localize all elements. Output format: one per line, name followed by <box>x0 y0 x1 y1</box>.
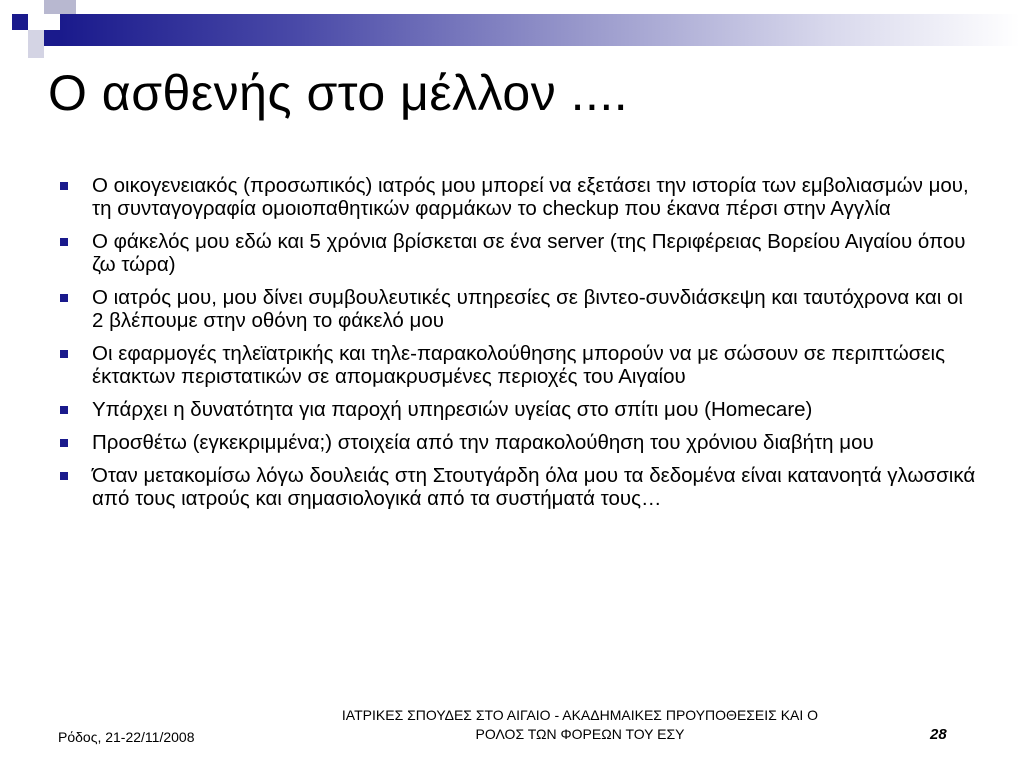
decor-square-light-1 <box>28 30 44 46</box>
square-bullet-icon <box>60 350 68 358</box>
footer-event-title-line1: ΙΑΤΡΙΚΕΣ ΣΠΟΥΔΕΣ ΣΤΟ ΑΙΓΑΙΟ - ΑΚΑΔΗΜΑΙΚΕΣ ΠΡΟΥΠΟΘΕΣΕΙΣ ΚΑΙ Ο <box>341 707 819 723</box>
decor-square-navy-2 <box>44 30 60 46</box>
square-bullet-icon <box>60 439 68 447</box>
footer-event-title <box>270 706 890 744</box>
bullet-text: Ο φάκελός μου εδώ και 5 χρόνια βρίσκεται σε ένα server (της Περιφέρειας Βορείου Αιγαίου όπου ζω τώρα) <box>92 230 966 276</box>
bullet-list <box>60 174 980 520</box>
decor-square-navy-1 <box>12 14 28 30</box>
bullet-text: Ο οικογενειακός (προσωπικός) ιατρός μου μπορεί να εξετάσει την ιστορία των εμβολιασμών μου, τη συνταγογραφία ομοιοπαθητικών φαρμάκων το checkup που έκανα πέρσι στην Αγγλία <box>92 174 969 220</box>
header-gradient-band <box>60 14 1020 46</box>
page-number: 28 <box>930 726 947 743</box>
bullet-text: Υπάρχει η δυνατότητα για παροχή υπηρεσιών υγείας στο σπίτι μου (Homecare) <box>92 398 813 421</box>
bullet-item <box>60 464 980 510</box>
bullet-text: Ο ιατρός μου, μου δίνει συμβουλευτικές υπηρεσίες σε βιντεο-συνδιάσκεψη και ταυτόχρονα και οι 2 βλέπουμε στην οθόνη το φάκελό μου <box>92 286 963 332</box>
decor-square-gray-1 <box>44 0 60 14</box>
bullet-item <box>60 398 980 421</box>
bullet-item <box>60 342 980 388</box>
bullet-item <box>60 286 980 332</box>
square-bullet-icon <box>60 294 68 302</box>
slide-title: Ο ασθενής στο μέλλον .... <box>48 65 629 121</box>
decor-square-light-2 <box>28 46 44 58</box>
decor-square-gray-2 <box>60 0 76 14</box>
square-bullet-icon <box>60 472 68 480</box>
square-bullet-icon <box>60 182 68 190</box>
bullet-text: Οι εφαρμογές τηλεϊατρικής και τηλε-παρακολούθησης μπορούν να με σώσουν σε περιπτώσεις έκτακτων περιστατικών σε απομακρυσμένες περιοχές του Αιγαίου <box>92 342 945 388</box>
bullet-item <box>60 174 980 220</box>
footer-location-date: Ρόδος, 21-22/11/2008 <box>58 729 195 745</box>
footer-event-title-line2: ΡΟΛΟΣ ΤΩΝ ΦΟΡΕΩΝ ΤΟΥ ΕΣΥ <box>475 726 685 742</box>
square-bullet-icon <box>60 238 68 246</box>
bullet-text: Όταν μετακομίσω λόγω δουλειάς στη Στουτγάρδη όλα μου τα δεδομένα είναι κατανοητά γλωσσικά από τους ιατρούς και σημασιολογικά από τα συστήματά τους… <box>92 464 976 510</box>
square-bullet-icon <box>60 406 68 414</box>
bullet-item <box>60 230 980 276</box>
bullet-item <box>60 431 980 454</box>
bullet-text: Προσθέτω (εγκεκριμμένα;) στοιχεία από την παρακολούθηση του χρόνιου διαβήτη μου <box>92 431 874 454</box>
